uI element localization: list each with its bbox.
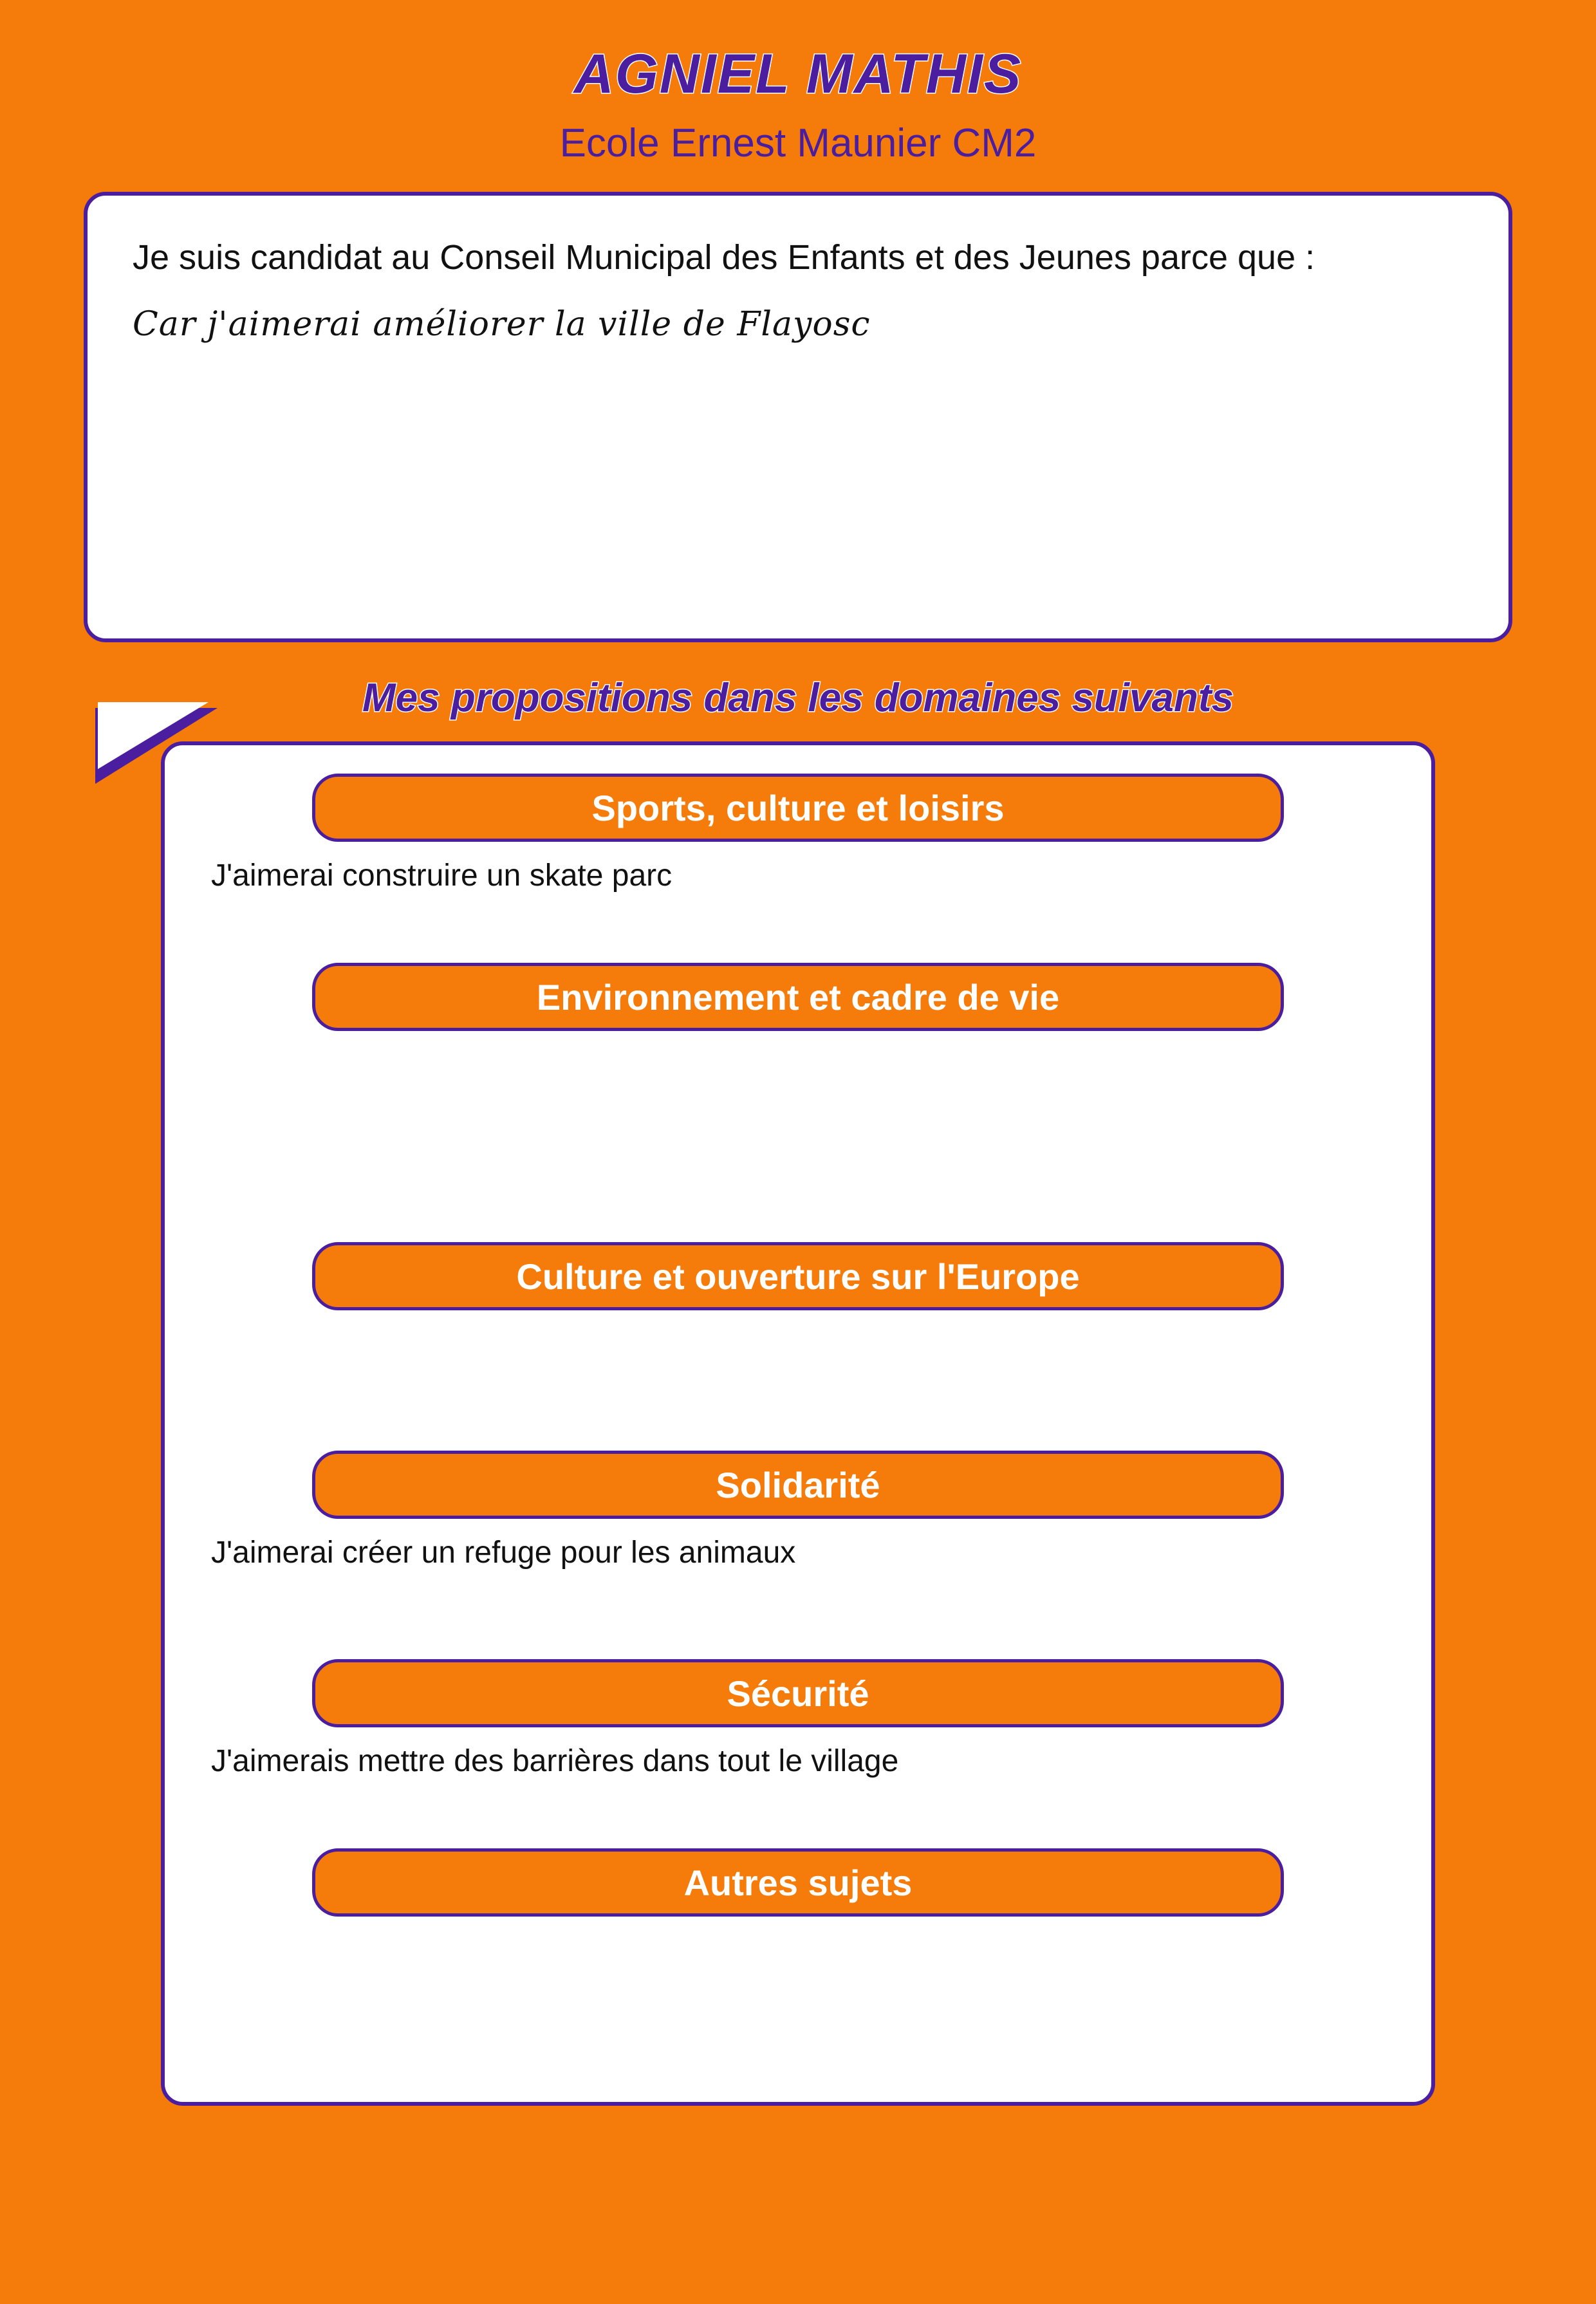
speech-bubble: [84, 192, 1512, 642]
proposal-answer-sports: J'aimerai construire un skate parc: [211, 859, 673, 893]
topic-label-securite: Sécurité: [312, 1659, 1284, 1727]
topic-label-solidarite: Solidarité: [312, 1451, 1284, 1519]
page-title: AGNIEL MATHIS: [573, 43, 1023, 105]
speech-bubble-wrapper: [84, 192, 1512, 642]
proposal-answer-solidarite: J'aimerai créer un refuge pour les animaux: [211, 1536, 796, 1570]
school-subtitle: Ecole Ernest Maunier CM2: [559, 121, 1037, 165]
topic-label-autres: Autres sujets: [312, 1848, 1284, 1917]
proposal-block-solidarite: [203, 1451, 1393, 1631]
proposal-block-culture-europe: [203, 1242, 1393, 1422]
proposal-block-sports: [203, 774, 1393, 934]
topic-label-culture-europe: Culture et ouverture sur l'Europe: [312, 1242, 1284, 1310]
proposal-block-autres: [203, 1848, 1393, 1968]
section-title: Mes propositions dans les domaines suivants: [362, 676, 1234, 720]
proposal-answer-environment: [211, 1046, 1393, 1214]
candidacy-answer: Car j'aimerai améliorer la ville de Flayosc: [133, 304, 871, 344]
proposal-block-environment: [203, 963, 1393, 1214]
proposal-block-securite: [203, 1659, 1393, 1820]
proposal-answer-culture-europe: [211, 1326, 1393, 1422]
proposal-answer-autres: [211, 1932, 1393, 1968]
proposals-card: [161, 741, 1435, 2106]
candidacy-question: Je suis candidat au Conseil Municipal des Enfants et des Jeunes parce que :: [133, 238, 1315, 277]
topic-label-sports: Sports, culture et loisirs: [312, 774, 1284, 842]
topic-label-environment: Environnement et cadre de vie: [312, 963, 1284, 1031]
proposal-answer-securite: J'aimerais mettre des barrières dans tout le village: [211, 1744, 899, 1778]
poster-page: [0, 43, 1596, 2106]
